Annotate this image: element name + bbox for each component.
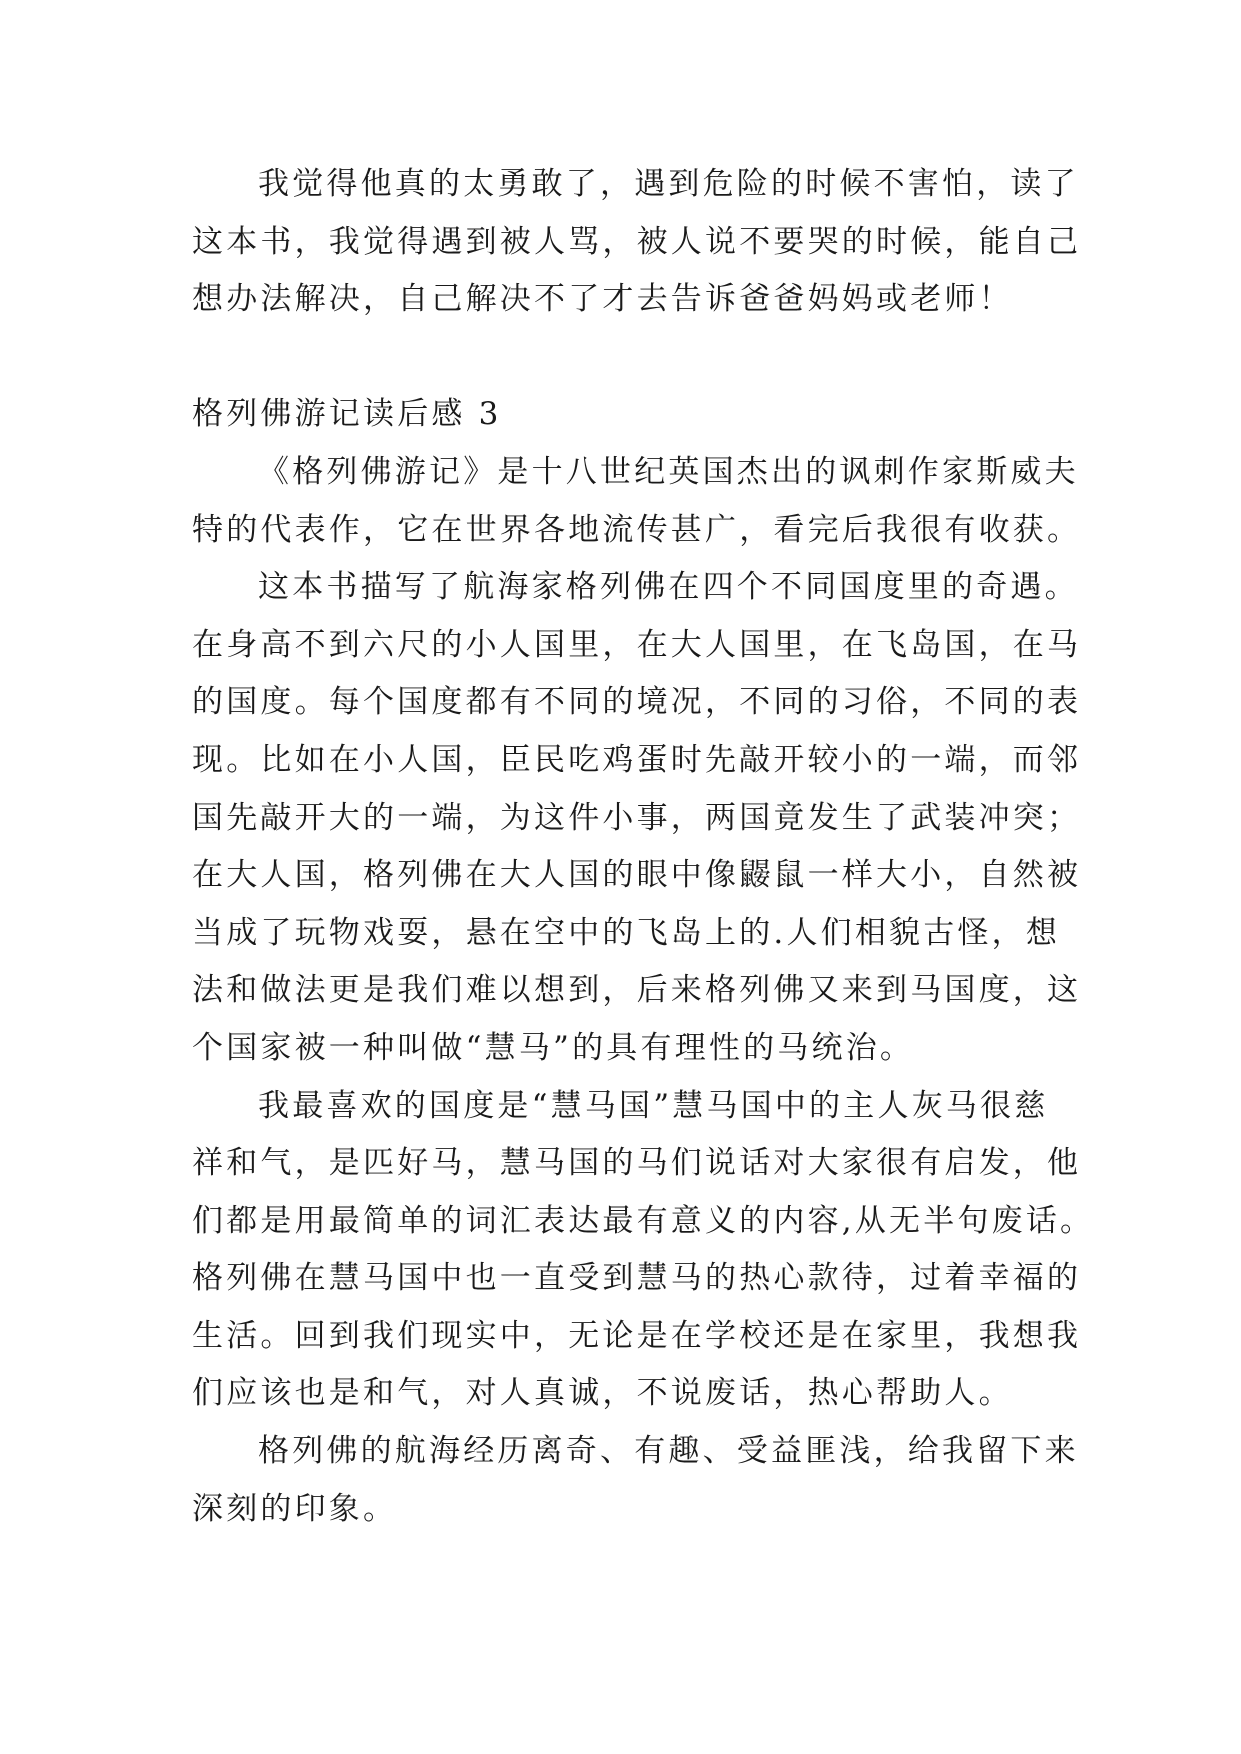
section-heading: 格列佛游记读后感 3 [192, 396, 502, 433]
text-line: 当成了玩物戏耍，悬在空中的飞岛上的.人们相貌古怪，想 [192, 914, 1061, 951]
text-line: 《格列佛游记》是十八世纪英国杰出的讽刺作家斯威夫 [258, 453, 1079, 490]
paragraph-1 [192, 444, 1082, 559]
paragraph-gap [192, 329, 1052, 387]
text-line: 在大人国，格列佛在大人国的眼中像鼹鼠一样大小，自然被 [192, 857, 1082, 894]
text-line: 这本书，我觉得遇到被人骂，被人说不要哭的时候，能自己 [192, 223, 1082, 260]
text-line: 格列佛的航海经历离奇、有趣、受益匪浅，给我留下来 [258, 1433, 1079, 1470]
text-line: 深刻的印象。 [192, 1490, 398, 1527]
paragraph-4 [192, 1423, 1079, 1538]
text-line: 们应该也是和气，对人真诚，不说废话，热心帮助人。 [192, 1375, 1013, 1412]
intro-paragraph [192, 156, 1082, 329]
text-line: 的国度。每个国度都有不同的境况，不同的习俗，不同的表 [192, 684, 1082, 721]
text-line: 特的代表作，它在世界各地流传甚广，看完后我很有收获。 [192, 511, 1082, 548]
text-line: 祥和气，是匹好马，慧马国的马们说话对大家很有启发，他 [192, 1145, 1082, 1182]
text-line: 想办法解决，自己解决不了才去告诉爸爸妈妈或老师！ [192, 281, 1013, 318]
text-line: 我最喜欢的国度是“慧马国”慧马国中的主人灰马很慈 [258, 1087, 1049, 1124]
text-line: 法和做法更是我们难以想到，后来格列佛又来到马国度，这 [192, 972, 1082, 1009]
text-line: 这本书描写了航海家格列佛在四个不同国度里的奇遇。 [258, 569, 1079, 606]
text-line: 我觉得他真的太勇敢了，遇到危险的时候不害怕，读了 [258, 166, 1079, 202]
paragraph-3 [192, 1078, 1095, 1424]
text-line: 个国家被一种叫做“慧马”的具有理性的马统治。 [192, 1029, 915, 1066]
text-line: 国先敲开大的一端，为这件小事，两国竟发生了武装冲突； [192, 799, 1082, 836]
text-line: 生活。回到我们现实中，无论是在学校还是在家里，我想我 [192, 1317, 1082, 1354]
document-body [192, 156, 1095, 1538]
text-line: 格列佛在慧马国中也一直受到慧马的热心款待，过着幸福的 [192, 1260, 1082, 1297]
text-line: 们都是用最简单的词汇表达最有意义的内容,从无半句废话。 [192, 1202, 1095, 1239]
text-line: 现。比如在小人国，臣民吃鸡蛋时先敲开较小的一端，而邻 [192, 741, 1082, 778]
paragraph-2 [192, 559, 1082, 1077]
text-line: 在身高不到六尺的小人国里，在大人国里，在飞岛国，在马 [192, 626, 1082, 663]
